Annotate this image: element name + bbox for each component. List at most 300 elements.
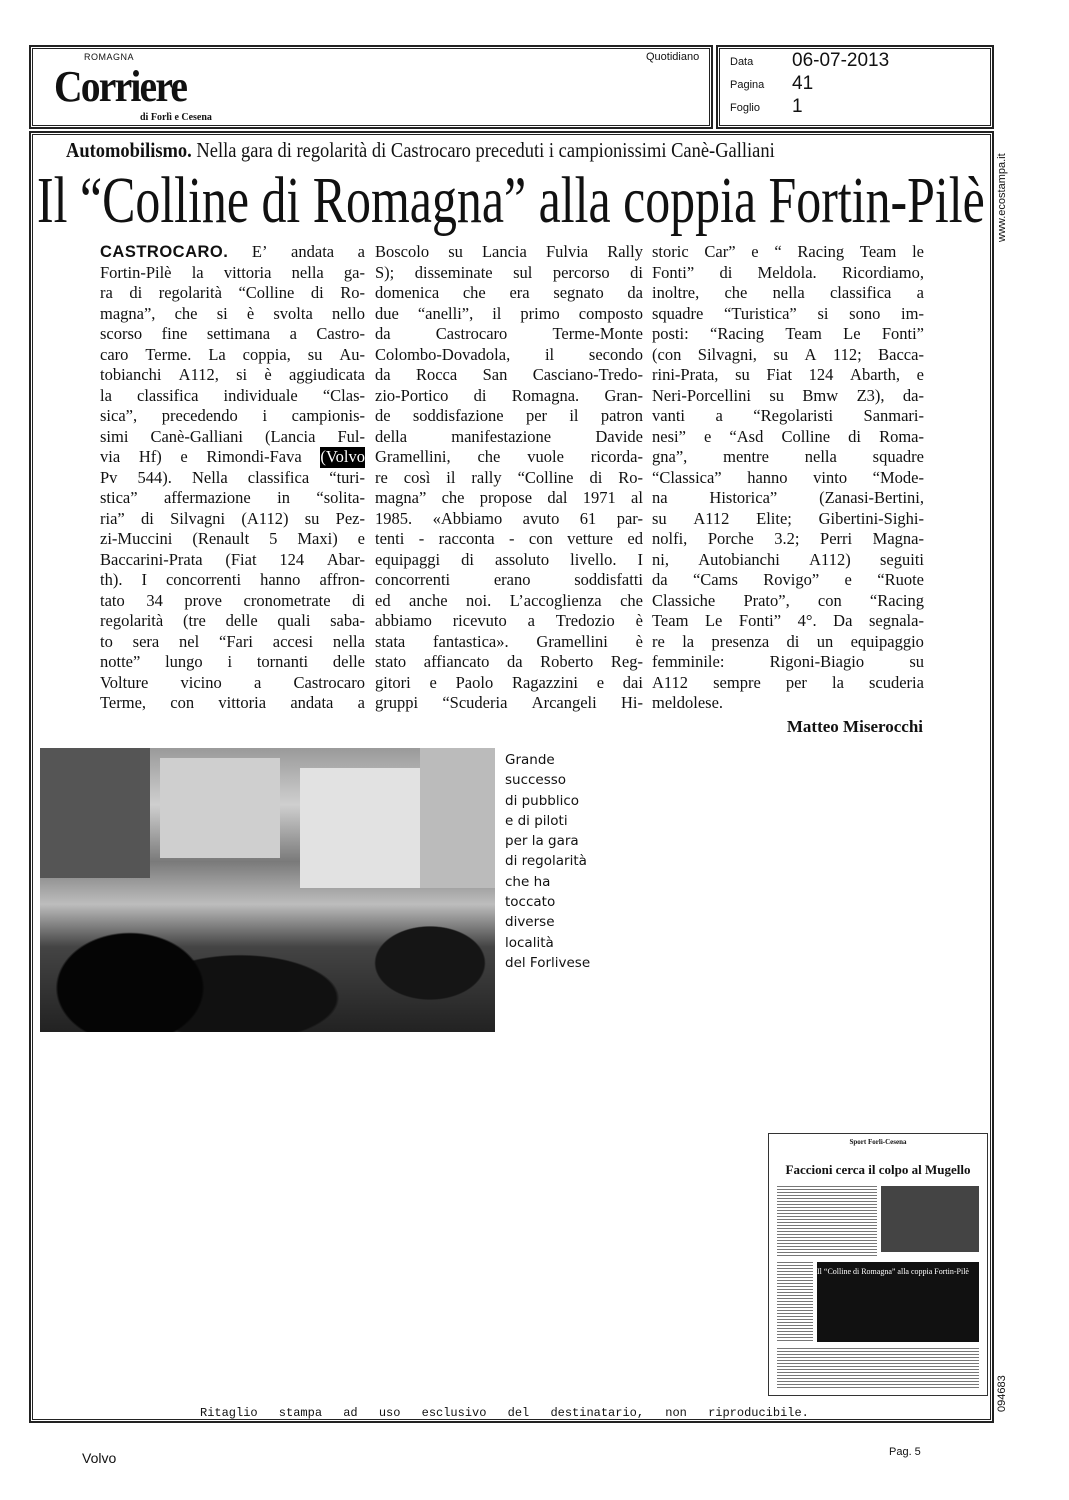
word: da — [375, 365, 391, 384]
word: A112 — [693, 508, 730, 528]
word: hanno — [260, 570, 301, 589]
word: re — [375, 467, 388, 487]
word: inoltre, — [652, 283, 700, 302]
word: avuto — [522, 508, 560, 528]
article-line — [375, 447, 643, 468]
word: “Colline — [517, 467, 574, 487]
word: da — [652, 570, 668, 589]
word: concorrenti — [165, 570, 242, 589]
periodicity-label: Quotidiano — [646, 51, 700, 63]
word: propose — [479, 488, 533, 507]
word: Car” — [704, 242, 736, 261]
word: A112, — [178, 365, 219, 384]
word: Da — [833, 611, 853, 630]
article-line — [652, 509, 924, 530]
article-byline: Matteo Miserocchi — [786, 717, 923, 736]
word: il — [446, 467, 456, 487]
word: nella — [291, 262, 324, 282]
article-line — [652, 304, 924, 325]
word: Ricordiamo, — [841, 262, 924, 282]
word: a — [357, 242, 365, 261]
meta-value: 06-07-2013 — [792, 50, 890, 71]
word: mentre — [723, 447, 769, 466]
meta-label: Pagina — [730, 79, 765, 91]
word: im- — [901, 303, 924, 323]
word: 544). — [137, 467, 172, 487]
word: Classiche — [652, 590, 716, 610]
word: su — [909, 652, 924, 671]
word: classifica — [829, 283, 892, 302]
footer-keyword: Volvo — [82, 1450, 117, 1466]
article-line — [652, 570, 924, 591]
word: e — [916, 365, 924, 384]
word: con — [817, 590, 842, 610]
caption-line: del Forlivese — [505, 954, 591, 971]
article-line — [100, 673, 365, 694]
word: sempre — [713, 672, 761, 692]
word: gitori — [375, 672, 411, 692]
word: hanno — [747, 467, 788, 487]
word: per — [785, 672, 807, 692]
logo-subtitle: di Forlì e Cesena — [140, 112, 212, 123]
article-line — [652, 386, 924, 407]
word: al — [631, 488, 643, 507]
word: affiancato — [423, 652, 490, 671]
word: Team — [652, 611, 689, 630]
word: e — [844, 570, 852, 589]
word: (Fiat — [225, 549, 257, 569]
word: Gramellini, — [375, 447, 451, 466]
word: che — [441, 488, 465, 507]
word: soddisfazione — [412, 406, 504, 425]
website-label: www.ecostampa.it — [996, 153, 1008, 242]
word: “Regolaristi — [753, 406, 834, 425]
article-line — [100, 406, 365, 427]
word: su — [304, 508, 320, 528]
word: “Classica” — [652, 467, 722, 487]
thumbnail-headline: Faccioni cerca il colpo al Mugello — [785, 1162, 971, 1177]
article-photo — [40, 748, 495, 1032]
word: “turi- — [329, 467, 365, 487]
word: Colline — [781, 426, 831, 446]
word: Le — [704, 611, 723, 630]
word: zio-Portico — [375, 385, 449, 405]
article-line — [375, 304, 643, 325]
thumbnail-text — [777, 1262, 813, 1342]
word: il — [492, 303, 502, 323]
word: soddisfatti — [574, 570, 643, 589]
word: Maxi) — [297, 529, 338, 548]
article-line — [100, 365, 365, 386]
word: zi-Muccini — [100, 529, 173, 548]
article-line — [100, 447, 365, 468]
word: che — [462, 283, 486, 302]
word: saba- — [330, 611, 365, 630]
word: Davide — [595, 426, 643, 446]
word: 61 — [579, 508, 597, 528]
article-line — [652, 263, 924, 284]
word: e — [357, 529, 365, 548]
article-line — [652, 447, 924, 468]
article-line — [652, 345, 924, 366]
word: Nella — [191, 467, 228, 487]
word: Gibertini-Sighi- — [818, 508, 924, 528]
article-line — [100, 427, 365, 448]
word: “Asd — [729, 426, 764, 446]
word: fantastica». — [433, 631, 509, 651]
word: erano — [493, 570, 531, 589]
clipping-notice: Ritaglio stampa ad uso esclusivo del destinatario, non riproducibile. — [200, 1406, 809, 1420]
word: di — [310, 283, 324, 302]
word: “anelli”, — [417, 303, 474, 323]
word: di — [719, 262, 733, 282]
word: presenza — [711, 631, 770, 651]
word: magna”, — [100, 303, 156, 323]
article-line — [375, 673, 643, 694]
word: andata — [291, 242, 335, 261]
word: da — [627, 283, 643, 302]
word: su — [773, 344, 789, 364]
word: di — [848, 426, 861, 446]
word: si — [216, 303, 228, 323]
word: regolarità — [158, 283, 222, 302]
word: 5 — [269, 529, 278, 548]
word: andata — [290, 693, 334, 712]
article-line — [652, 468, 924, 489]
word: Rally — [607, 242, 643, 261]
article-line — [652, 406, 924, 427]
word: vicino — [180, 672, 222, 692]
caption-line: diverse — [505, 914, 555, 931]
word: (con — [652, 344, 682, 364]
word: San — [482, 365, 508, 384]
article-line — [100, 304, 365, 325]
word: S); — [375, 262, 395, 282]
word: I — [637, 549, 643, 569]
word: livello. — [570, 549, 617, 569]
article-line — [375, 509, 643, 530]
word: th). — [100, 570, 123, 589]
caption-line: e di piloti — [505, 812, 568, 829]
word: (Renault — [192, 529, 250, 548]
word: delle — [332, 652, 365, 671]
word: percorso — [552, 262, 610, 282]
word: di — [473, 385, 487, 405]
meta-label: Foglio — [730, 102, 760, 114]
word: e — [429, 672, 437, 692]
word: la — [682, 631, 695, 651]
word: Canè-Galliani — [150, 426, 244, 446]
word: “Cams — [692, 570, 738, 589]
article-line — [375, 406, 643, 427]
word: settimana — [206, 324, 271, 343]
article-line — [375, 488, 643, 509]
word: nello — [331, 303, 365, 323]
word: ria” — [100, 508, 125, 528]
word: E’ — [251, 242, 268, 261]
word: a — [357, 693, 365, 712]
article-line — [100, 570, 365, 591]
word: “Turistica” — [724, 303, 797, 323]
article-line — [375, 693, 643, 714]
word: (A112) — [241, 508, 289, 528]
word: Rovigo” — [763, 570, 820, 589]
article-column-3 — [652, 242, 924, 714]
word: affron- — [319, 570, 365, 589]
word: Team — [859, 242, 897, 261]
word: 4°. — [797, 611, 817, 630]
logo-region: ROMAGNA — [84, 52, 135, 62]
word: Rocca — [415, 365, 458, 384]
word: A112) — [809, 549, 851, 569]
word: Ro- — [618, 467, 643, 487]
article-line — [100, 242, 365, 263]
word: segnala- — [868, 611, 924, 630]
word: e — [751, 242, 759, 261]
word: “Racing — [710, 324, 765, 343]
word: nesi” — [652, 426, 686, 446]
caption-line: successo — [505, 772, 567, 789]
word: nella — [772, 283, 805, 302]
word: Perri — [820, 529, 853, 548]
word: scorso — [100, 324, 143, 343]
word: Baccarini-Prata — [100, 549, 203, 569]
word: tobianchi — [100, 365, 162, 384]
word: Z3), — [856, 385, 885, 405]
word: Rimondi-Fava — [206, 447, 302, 466]
photo-trees — [40, 748, 150, 878]
word: na — [652, 488, 668, 507]
article-line — [100, 591, 365, 612]
article-line — [375, 365, 643, 386]
word: Elite; — [756, 508, 792, 528]
word: Paolo — [455, 672, 494, 692]
article-kicker — [66, 138, 775, 162]
word: vanti — [652, 406, 685, 425]
word: con — [528, 529, 553, 548]
word: sono — [849, 303, 881, 323]
word: Gramellini — [536, 631, 608, 651]
article-line — [375, 427, 643, 448]
word: “ — [774, 242, 782, 261]
word: to — [100, 631, 113, 651]
word: gruppi — [375, 693, 419, 712]
word: Fonti” — [881, 324, 924, 343]
article-line — [100, 324, 365, 345]
word: Ragazzini — [511, 672, 578, 692]
word: 124 — [279, 549, 305, 569]
meta-label: Data — [730, 56, 754, 68]
kicker-bold: Automobilismo. — [66, 138, 192, 162]
word: «Abbiamo — [432, 508, 503, 528]
word: Silvagni — [170, 508, 226, 528]
article-line — [100, 488, 365, 509]
word: Bmw — [802, 385, 839, 405]
article-line — [100, 468, 365, 489]
word: La — [208, 344, 226, 364]
word: ricorda- — [590, 447, 643, 466]
word: segnato — [553, 283, 604, 302]
word: patron — [600, 406, 643, 425]
word: 124 — [808, 365, 834, 384]
word: che — [620, 590, 643, 610]
article-line — [100, 263, 365, 284]
word: Rigoni-Biagio — [769, 652, 865, 671]
article-column-2 — [375, 242, 643, 714]
article-line — [100, 283, 365, 304]
article-line — [375, 611, 643, 632]
word: concorrenti — [375, 570, 451, 589]
word: i — [262, 406, 268, 425]
word: era — [509, 283, 530, 302]
word: disseminate — [414, 262, 493, 282]
article-line — [652, 529, 924, 550]
word: che — [724, 283, 748, 302]
word: classifica — [247, 467, 310, 487]
word: Team — [785, 324, 822, 343]
word: Fonti” — [652, 262, 695, 282]
word: (tre — [182, 611, 206, 630]
word: così — [403, 467, 431, 487]
word: scuderia — [868, 672, 924, 692]
word: domenica — [375, 283, 440, 302]
caption-line: località — [505, 934, 554, 951]
word: lungo — [165, 652, 203, 671]
word: notte” — [100, 652, 141, 671]
word: Racing — [797, 242, 845, 261]
word: squadre — [872, 447, 924, 466]
article-title: Il “Colline di Romagna” alla coppia Fortin-Pilè — [37, 164, 985, 237]
word: la — [191, 262, 204, 282]
article-line — [375, 632, 643, 653]
word: 112; — [832, 344, 862, 364]
word: cronometrate — [243, 590, 331, 610]
word: vetture — [567, 529, 613, 548]
word: L’accoglienza — [509, 590, 602, 610]
word: simi — [100, 426, 129, 446]
word: su — [307, 344, 323, 364]
caption-line: di regolarità — [505, 853, 587, 870]
article-line — [375, 345, 643, 366]
word: Au- — [339, 344, 365, 364]
article-column-1 — [100, 242, 365, 714]
word: Roberto — [540, 652, 594, 671]
word: Fulvia — [545, 242, 589, 261]
word: individuale — [223, 385, 298, 405]
page-thumbnail — [768, 1133, 988, 1396]
word: Historica” — [709, 488, 778, 507]
word: Prato”, — [743, 590, 790, 610]
word: affermazione — [163, 488, 251, 507]
word: 34 — [146, 590, 163, 610]
word: - — [508, 529, 515, 548]
word: Roma- — [879, 426, 924, 446]
article-line — [652, 427, 924, 448]
newspaper-logo — [54, 52, 254, 124]
word: e — [180, 447, 188, 466]
thumbnail-section: Sport Forlì-Cesena — [849, 1138, 907, 1146]
word: ed — [375, 590, 391, 610]
word: dal — [547, 488, 568, 507]
word: Magna- — [872, 529, 924, 548]
article-line — [652, 283, 924, 304]
word: Reg- — [610, 652, 643, 671]
word: il — [544, 344, 555, 364]
word: delle — [225, 611, 258, 630]
thumbnail-text — [777, 1186, 877, 1256]
word: nella — [804, 447, 837, 466]
highlighted-keyword: (Volvo — [320, 447, 365, 466]
word: primo — [520, 303, 560, 323]
kicker-text: Nella gara di regolarità di Castrocaro preceduti i campionissimi Canè-Galliani — [196, 138, 775, 162]
word: a — [527, 611, 535, 630]
word: Fortin-Pilè — [100, 262, 172, 282]
word: stica” — [100, 488, 138, 507]
article-line — [652, 488, 924, 509]
word: Ro- — [340, 283, 365, 302]
caption-line: che ha — [505, 873, 551, 890]
word: con — [170, 693, 195, 712]
word: magna” — [375, 488, 427, 507]
article-line — [652, 550, 924, 571]
word: è — [264, 365, 272, 384]
word: ra — [100, 283, 113, 302]
word: da — [375, 324, 391, 343]
word: racconta — [438, 529, 495, 548]
word: di — [352, 590, 365, 610]
article-line — [100, 509, 365, 530]
word: accesi — [272, 631, 314, 651]
article-line — [375, 529, 643, 550]
word: le — [912, 242, 924, 261]
thumbnail-article-title: Il “Colline di Romagna” alla coppia Fortin-Pilè — [817, 1267, 969, 1276]
word: e — [704, 426, 712, 446]
word: Castro- — [316, 324, 365, 343]
word: A — [804, 344, 817, 364]
word: che — [174, 303, 198, 323]
word: re — [652, 631, 665, 651]
word: “Racing — [869, 590, 924, 610]
word: fine — [161, 324, 188, 343]
word: Tredozio — [555, 611, 615, 630]
word: via — [100, 447, 121, 466]
word: di — [589, 467, 603, 487]
word: equipaggi — [375, 549, 441, 569]
word: della — [375, 426, 408, 446]
word: campionis- — [291, 406, 365, 425]
word: assoluto — [495, 549, 550, 569]
word: “Fari — [219, 631, 253, 651]
word: su — [735, 365, 750, 384]
word: 1971 — [582, 488, 616, 507]
word: a — [253, 672, 262, 692]
word: “Clas- — [322, 385, 365, 405]
word: storic — [652, 242, 689, 261]
word: seguiti — [880, 549, 924, 569]
word: Neri-Porcellini — [652, 385, 751, 405]
photo-building — [420, 748, 495, 888]
photo-building — [160, 758, 280, 858]
word: Castrocaro — [435, 324, 508, 343]
word: Boscolo — [375, 242, 430, 261]
word: e — [596, 672, 605, 692]
word: “Ruote — [877, 570, 924, 589]
word: su — [448, 242, 463, 261]
article-line — [100, 693, 365, 714]
caption-line: Grande — [505, 752, 555, 768]
word: Pv — [100, 467, 118, 487]
word: tenti — [375, 529, 405, 548]
